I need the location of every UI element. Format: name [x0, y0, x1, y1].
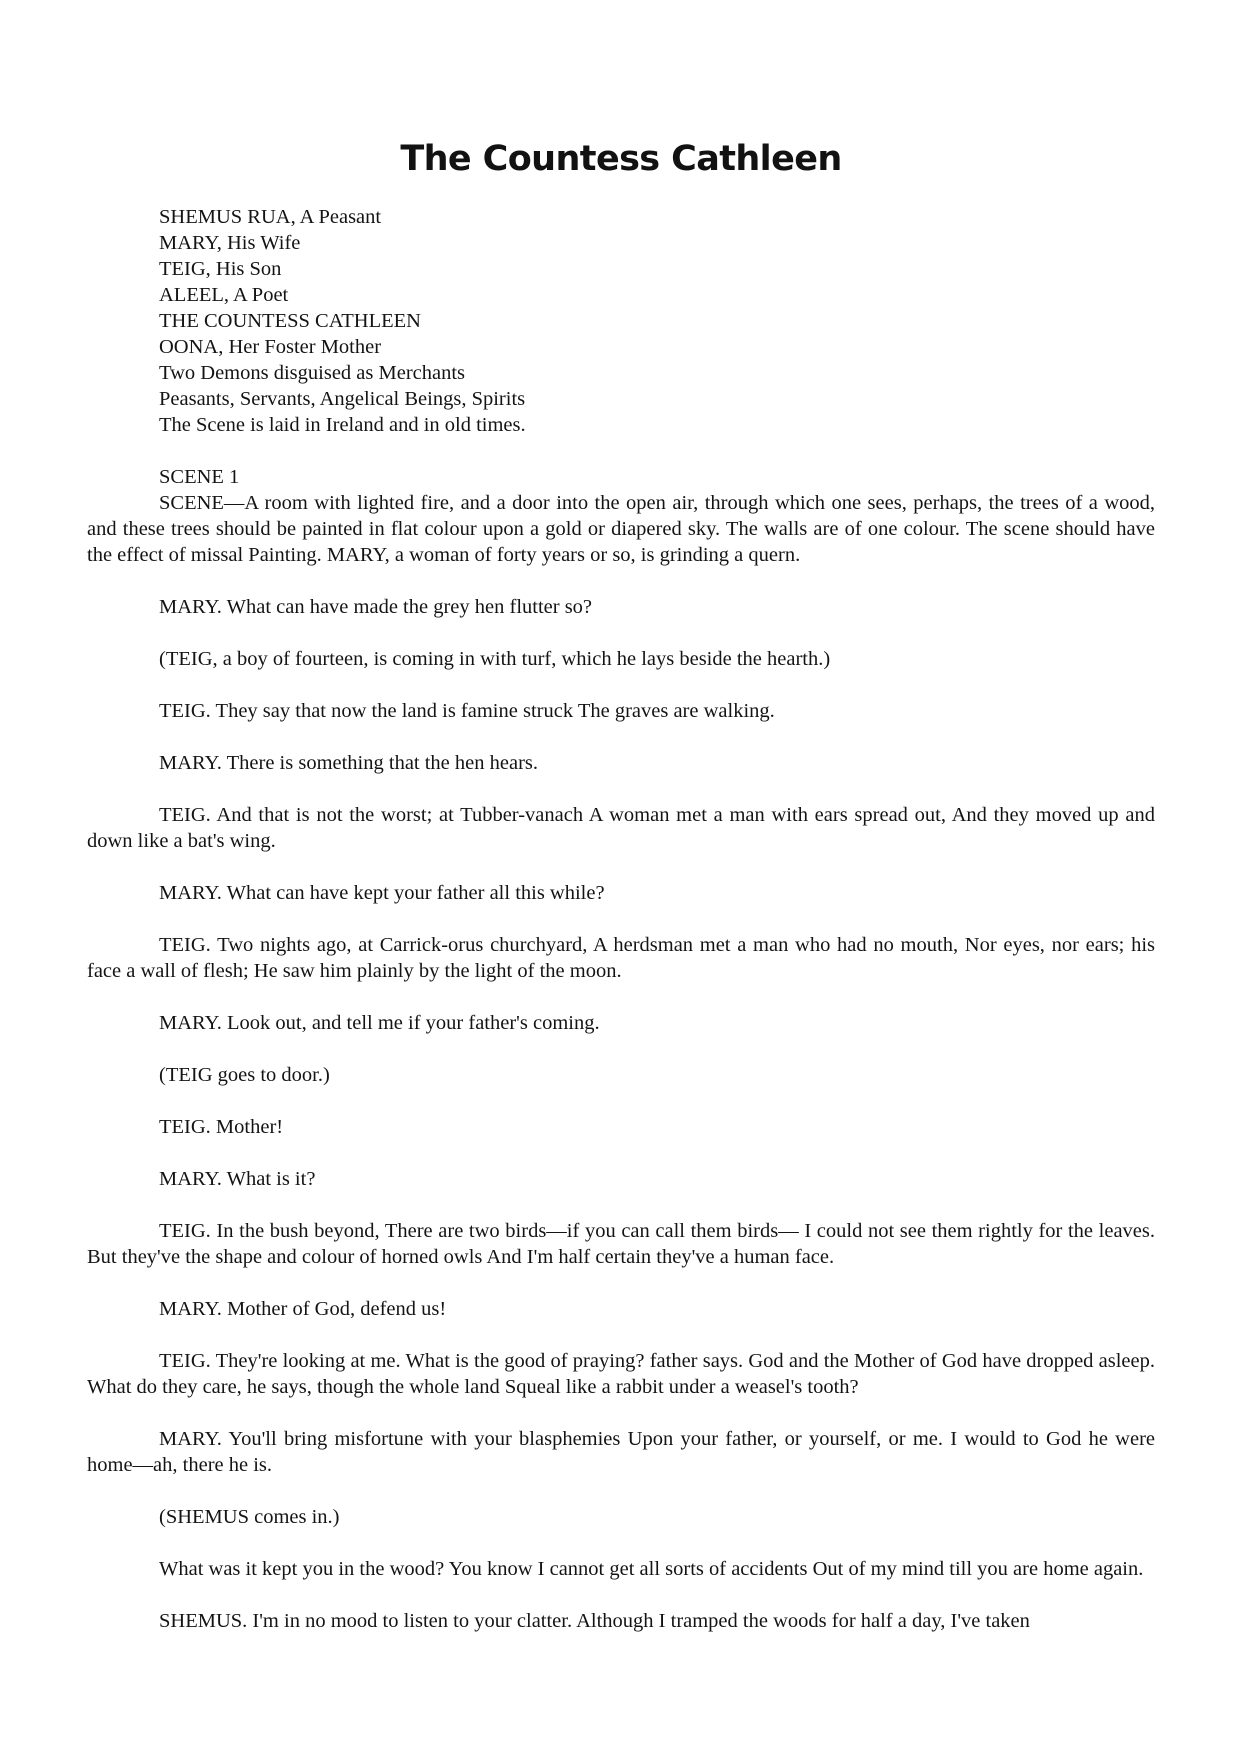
document-body [87, 204, 1155, 1660]
dialogue-line: MARY. Mother of God, defend us! [159, 1298, 447, 1320]
stage-direction: (SHEMUS comes in.) [159, 1506, 340, 1528]
document-title: The Countess Cathleen [400, 139, 842, 179]
dialogue-line: TEIG. Two nights ago, at Carrick-orus churchyard, A herdsman met a man who had no mouth, Nor eyes, nor ears; his face a wall of flesh; He saw him plainly by the light of the moon. [87, 934, 1155, 982]
stage-direction: (TEIG goes to door.) [159, 1064, 330, 1086]
dialogue-line: SHEMUS. I'm in no mood to listen to your clatter. Although I tramped the woods for half a day, I've taken [159, 1610, 1030, 1632]
dialogue-line: MARY. What is it? [159, 1168, 316, 1190]
scene-heading: SCENE 1 [159, 466, 240, 488]
cast-item: SHEMUS RUA, A Peasant [159, 206, 382, 228]
cast-item: Peasants, Servants, Angelical Beings, Spirits [159, 388, 526, 410]
cast-item: MARY, His Wife [159, 232, 301, 254]
dialogue-line: MARY. You'll bring misfortune with your blasphemies Upon your father, or yourself, or me. I would to God he were home—ah, there he is. [87, 1428, 1155, 1476]
cast-item: ALEEL, A Poet [159, 284, 289, 306]
scene-setting-note: The Scene is laid in Ireland and in old times. [159, 414, 526, 436]
dialogue-line: What was it kept you in the wood? You know I cannot get all sorts of accidents Out of my mind till you are home again. [159, 1558, 1144, 1580]
dialogue-line: MARY. What can have kept your father all this while? [159, 882, 605, 904]
cast-list [87, 204, 1155, 438]
dialogue-line: MARY. There is something that the hen hears. [159, 752, 539, 774]
dialogue-line: TEIG. They're looking at me. What is the good of praying? father says. God and the Mother of God have dropped asleep. What do they care, he says, though the whole land Squeal like a rabbit under a weasel's tooth? [87, 1350, 1155, 1398]
cast-item: OONA, Her Foster Mother [159, 336, 382, 358]
stage-direction: SCENE—A room with lighted fire, and a door into the open air, through which one sees, perhaps, the trees of a wood, and these trees should be painted in flat colour upon a gold or diapered sky. The walls are of one colour. The scene should have the effect of missal Painting. MARY, a woman of forty years or so, is grinding a quern. [87, 492, 1155, 566]
cast-item: TEIG, His Son [159, 258, 282, 280]
stage-direction: (TEIG, a boy of fourteen, is coming in with turf, which he lays beside the hearth.) [159, 648, 831, 670]
dialogue-line: MARY. What can have made the grey hen flutter so? [159, 596, 593, 618]
dialogue-line: TEIG. And that is not the worst; at Tubber-vanach A woman met a man with ears spread out, And they moved up and down like a bat's wing. [87, 804, 1155, 852]
dialogue-line: TEIG. Mother! [159, 1116, 284, 1138]
cast-item: THE COUNTESS CATHLEEN [159, 310, 421, 332]
dialogue-line: TEIG. They say that now the land is famine struck The graves are walking. [159, 700, 775, 722]
dialogue-line: TEIG. In the bush beyond, There are two birds—if you can call them birds— I could not see them rightly for the leaves. But they've the shape and colour of horned owls And I'm half certain they've a human face. [87, 1220, 1155, 1268]
spacer [87, 438, 1155, 464]
dialogue-line: MARY. Look out, and tell me if your father's coming. [159, 1012, 600, 1034]
cast-item: Two Demons disguised as Merchants [159, 362, 466, 384]
